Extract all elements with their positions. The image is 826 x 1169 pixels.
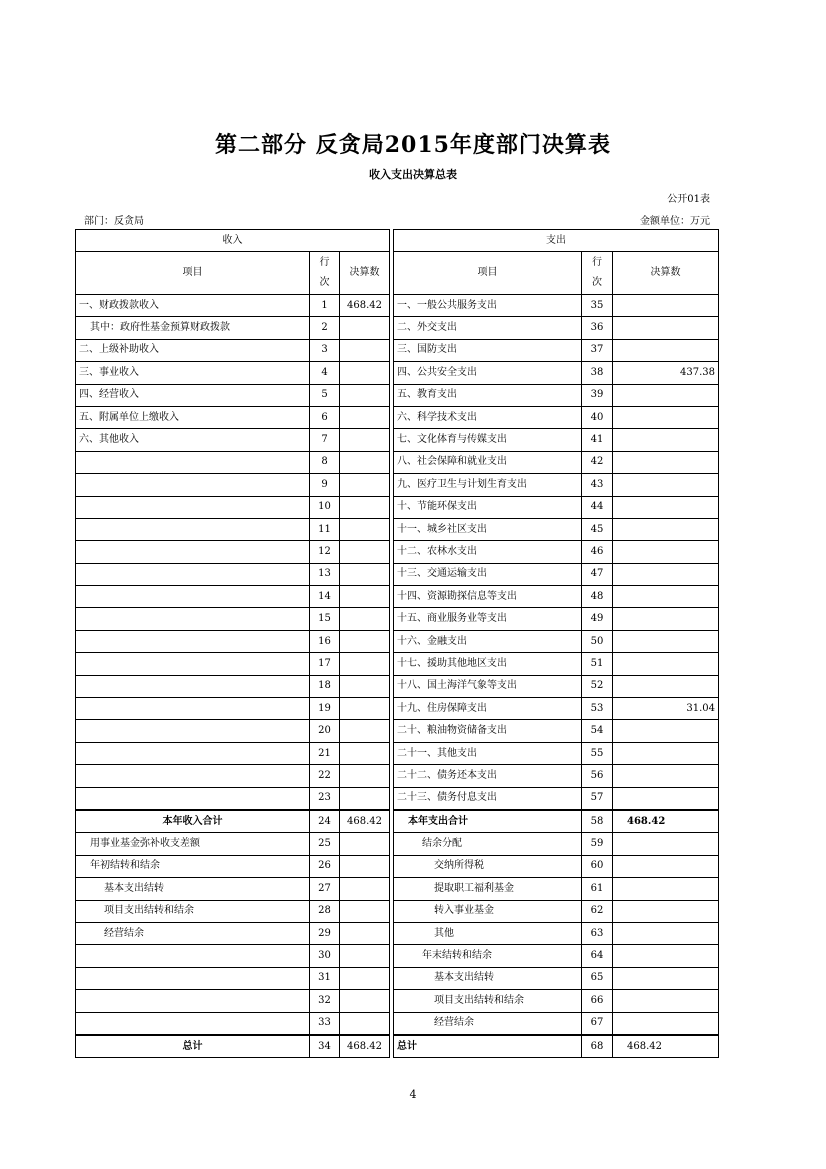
table-row xyxy=(76,406,719,428)
expense-amount-cell xyxy=(613,518,719,540)
page-number: 4 xyxy=(409,1088,417,1101)
expense-item-cell: 十四、资源勘探信息等支出 xyxy=(394,586,582,608)
expense-item-cell: 十一、城乡社区支出 xyxy=(394,518,582,540)
expense-line-cell: 50 xyxy=(582,630,613,652)
income-amount-cell xyxy=(340,384,390,406)
income-item-header: 项目 xyxy=(76,252,310,295)
income-amount-cell xyxy=(340,833,390,855)
income-line-cell: 15 xyxy=(310,608,340,630)
expense-item-cell: 结余分配 xyxy=(394,833,582,855)
expense-amount-cell xyxy=(613,406,719,428)
income-line-cell: 22 xyxy=(310,765,340,787)
income-item-cell xyxy=(76,586,310,608)
income-section-header: 收入 xyxy=(76,230,390,252)
income-amount-cell xyxy=(340,787,390,810)
expense-line-cell: 49 xyxy=(582,608,613,630)
income-line-cell: 23 xyxy=(310,787,340,810)
expense-amount-cell xyxy=(613,608,719,630)
income-amount-cell xyxy=(340,362,390,384)
expense-line-cell: 44 xyxy=(582,496,613,518)
income-amount-cell xyxy=(340,990,390,1012)
expense-amount-header: 决算数 xyxy=(613,252,719,295)
table-row xyxy=(76,900,719,922)
expense-item-cell: 二、外交支出 xyxy=(394,317,582,339)
expense-amount-cell xyxy=(613,630,719,652)
expense-line-cell: 66 xyxy=(582,990,613,1012)
income-amount-cell xyxy=(340,518,390,540)
expense-item-cell: 十三、交通运输支出 xyxy=(394,563,582,585)
income-amount-cell xyxy=(340,675,390,697)
table-row xyxy=(76,518,719,540)
expense-line-cell: 37 xyxy=(582,339,613,361)
table-row xyxy=(76,384,719,406)
expense-amount-cell xyxy=(613,586,719,608)
income-amount-cell xyxy=(340,339,390,361)
expense-amount-cell xyxy=(613,496,719,518)
income-amount-cell xyxy=(340,429,390,451)
expense-item-cell: 四、公共安全支出 xyxy=(394,362,582,384)
income-item-cell xyxy=(76,720,310,742)
expense-line-cell: 56 xyxy=(582,765,613,787)
income-item-cell xyxy=(76,496,310,518)
income-amount-cell xyxy=(340,698,390,720)
income-line-cell: 7 xyxy=(310,429,340,451)
expense-amount-cell xyxy=(613,295,719,317)
income-item-cell: 本年收入合计 xyxy=(76,810,310,833)
expense-line-cell: 35 xyxy=(582,295,613,317)
expense-item-cell: 六、科学技术支出 xyxy=(394,406,582,428)
income-total-amount: 468.42 xyxy=(340,1035,390,1058)
expense-amount-cell xyxy=(613,429,719,451)
expense-item-cell: 二十一、其他支出 xyxy=(394,742,582,764)
income-line-cell: 13 xyxy=(310,563,340,585)
table-row xyxy=(76,1012,719,1035)
expense-item-cell: 基本支出结转 xyxy=(394,967,582,989)
income-item-cell xyxy=(76,474,310,496)
expense-amount-cell xyxy=(613,675,719,697)
expense-line-header: 行 次 xyxy=(582,252,613,295)
income-item-cell: 四、经营收入 xyxy=(76,384,310,406)
expense-line-cell: 42 xyxy=(582,451,613,473)
income-line-header: 行 次 xyxy=(310,252,340,295)
expense-amount-cell xyxy=(613,742,719,764)
expense-amount-cell xyxy=(613,653,719,675)
expense-line-cell: 36 xyxy=(582,317,613,339)
income-amount-cell xyxy=(340,317,390,339)
expense-item-cell: 十九、住房保障支出 xyxy=(394,698,582,720)
expense-item-cell: 五、教育支出 xyxy=(394,384,582,406)
expense-line-cell: 58 xyxy=(582,810,613,833)
expense-section-header: 支出 xyxy=(394,230,719,252)
expense-line-cell: 39 xyxy=(582,384,613,406)
expense-line-cell: 47 xyxy=(582,563,613,585)
income-line-cell: 24 xyxy=(310,810,340,833)
form-number: 公开01表 xyxy=(667,194,710,205)
income-line-cell: 30 xyxy=(310,945,340,967)
income-line-cell: 28 xyxy=(310,900,340,922)
expense-item-cell: 交纳所得税 xyxy=(394,855,582,877)
expense-amount-cell: 31.04 xyxy=(613,698,719,720)
expense-line-cell: 65 xyxy=(582,967,613,989)
expense-item-cell: 十七、援助其他地区支出 xyxy=(394,653,582,675)
expense-item-cell: 十二、农林水支出 xyxy=(394,541,582,563)
income-item-cell: 一、财政拨款收入 xyxy=(76,295,310,317)
income-item-cell xyxy=(76,990,310,1012)
column-header-row xyxy=(76,252,719,295)
expense-amount-cell xyxy=(613,855,719,877)
income-total-line: 34 xyxy=(310,1035,340,1058)
income-item-cell xyxy=(76,1012,310,1035)
section-header-row xyxy=(76,230,719,252)
expense-item-cell: 七、文化体育与传媒支出 xyxy=(394,429,582,451)
income-item-cell xyxy=(76,653,310,675)
income-item-cell xyxy=(76,451,310,473)
income-amount-cell xyxy=(340,563,390,585)
income-item-cell: 经营结余 xyxy=(76,922,310,944)
expense-line-cell: 59 xyxy=(582,833,613,855)
income-item-cell xyxy=(76,563,310,585)
income-amount-cell xyxy=(340,855,390,877)
table-row xyxy=(76,339,719,361)
income-amount-cell xyxy=(340,451,390,473)
income-amount-cell xyxy=(340,541,390,563)
income-line-cell: 25 xyxy=(310,833,340,855)
income-item-cell: 基本支出结转 xyxy=(76,878,310,900)
expense-item-cell: 十五、商业服务业等支出 xyxy=(394,608,582,630)
income-line-cell: 5 xyxy=(310,384,340,406)
income-amount-cell xyxy=(340,406,390,428)
expense-amount-cell xyxy=(613,900,719,922)
expense-total-line: 68 xyxy=(582,1035,613,1058)
income-item-cell: 五、附属单位上缴收入 xyxy=(76,406,310,428)
table-row xyxy=(76,990,719,1012)
table-row xyxy=(76,833,719,855)
income-amount-cell xyxy=(340,945,390,967)
income-item-cell xyxy=(76,945,310,967)
expense-line-cell: 52 xyxy=(582,675,613,697)
income-line-cell: 27 xyxy=(310,878,340,900)
expense-item-cell: 项目支出结转和结余 xyxy=(394,990,582,1012)
table-row xyxy=(76,787,719,810)
page-title: 第二部分 反贪局2015年度部门决算表 xyxy=(215,132,611,158)
table-row xyxy=(76,451,719,473)
expense-amount-cell xyxy=(613,967,719,989)
table-row xyxy=(76,563,719,585)
expense-line-cell: 40 xyxy=(582,406,613,428)
amount-unit-label: 金额单位：万元 xyxy=(640,216,710,227)
expense-item-cell: 十八、国土海洋气象等支出 xyxy=(394,675,582,697)
income-item-cell xyxy=(76,675,310,697)
income-line-cell: 3 xyxy=(310,339,340,361)
expense-amount-cell xyxy=(613,451,719,473)
income-line-cell: 18 xyxy=(310,675,340,697)
expense-item-cell: 二十二、债务还本支出 xyxy=(394,765,582,787)
expense-amount-cell xyxy=(613,474,719,496)
income-amount-header: 决算数 xyxy=(340,252,390,295)
expense-line-cell: 38 xyxy=(582,362,613,384)
income-item-cell xyxy=(76,765,310,787)
expense-amount-cell: 437.38 xyxy=(613,362,719,384)
expense-line-cell: 48 xyxy=(582,586,613,608)
expense-line-cell: 46 xyxy=(582,541,613,563)
expense-amount-cell xyxy=(613,787,719,810)
expense-item-cell: 转入事业基金 xyxy=(394,900,582,922)
income-item-cell: 二、上级补助收入 xyxy=(76,339,310,361)
table-row xyxy=(76,720,719,742)
expense-line-cell: 67 xyxy=(582,1012,613,1035)
income-amount-cell xyxy=(340,474,390,496)
income-line-cell: 29 xyxy=(310,922,340,944)
expense-amount-cell xyxy=(613,878,719,900)
expense-line-cell: 62 xyxy=(582,900,613,922)
income-line-cell: 19 xyxy=(310,698,340,720)
expense-line-cell: 61 xyxy=(582,878,613,900)
income-item-cell xyxy=(76,967,310,989)
table-row xyxy=(76,474,719,496)
income-item-cell xyxy=(76,630,310,652)
income-line-cell: 33 xyxy=(310,1012,340,1035)
table-row xyxy=(76,608,719,630)
expense-amount-cell xyxy=(613,720,719,742)
expense-item-cell: 十六、金融支出 xyxy=(394,630,582,652)
table-row xyxy=(76,653,719,675)
table-row xyxy=(76,496,719,518)
income-line-cell: 17 xyxy=(310,653,340,675)
expense-item-cell: 本年支出合计 xyxy=(394,810,582,833)
expense-amount-cell xyxy=(613,990,719,1012)
expense-line-cell: 60 xyxy=(582,855,613,877)
expense-item-cell: 其他 xyxy=(394,922,582,944)
income-line-cell: 12 xyxy=(310,541,340,563)
income-amount-cell xyxy=(340,496,390,518)
table-row xyxy=(76,362,719,384)
table-row xyxy=(76,429,719,451)
expense-amount-cell xyxy=(613,384,719,406)
table-row xyxy=(76,810,719,833)
expense-amount-cell xyxy=(613,563,719,585)
table-row xyxy=(76,675,719,697)
expense-amount-cell xyxy=(613,1012,719,1035)
income-item-cell: 三、事业收入 xyxy=(76,362,310,384)
income-amount-cell xyxy=(340,720,390,742)
expense-item-cell: 提取职工福利基金 xyxy=(394,878,582,900)
income-line-cell: 16 xyxy=(310,630,340,652)
expense-amount-cell xyxy=(613,541,719,563)
expense-amount-cell xyxy=(613,317,719,339)
income-line-cell: 10 xyxy=(310,496,340,518)
expense-line-cell: 63 xyxy=(582,922,613,944)
expense-amount-cell: 468.42 xyxy=(613,810,719,833)
income-line-cell: 31 xyxy=(310,967,340,989)
income-item-cell: 用事业基金弥补收支差额 xyxy=(76,833,310,855)
expense-line-cell: 51 xyxy=(582,653,613,675)
income-item-cell: 年初结转和结余 xyxy=(76,855,310,877)
income-amount-cell xyxy=(340,1012,390,1035)
table-row xyxy=(76,541,719,563)
table-row xyxy=(76,967,719,989)
expense-amount-cell xyxy=(613,765,719,787)
expense-line-cell: 55 xyxy=(582,742,613,764)
income-amount-cell xyxy=(340,900,390,922)
income-line-cell: 9 xyxy=(310,474,340,496)
expense-item-cell: 二十三、债务付息支出 xyxy=(394,787,582,810)
table-subtitle: 收入支出决算总表 xyxy=(369,168,457,181)
table-body xyxy=(76,295,719,1035)
expense-amount-cell xyxy=(613,833,719,855)
table-row xyxy=(76,765,719,787)
income-item-cell: 其中：政府性基金预算财政拨款 xyxy=(76,317,310,339)
expense-line-cell: 57 xyxy=(582,787,613,810)
expense-item-header: 项目 xyxy=(394,252,582,295)
income-line-cell: 21 xyxy=(310,742,340,764)
table-row xyxy=(76,855,719,877)
income-line-cell: 20 xyxy=(310,720,340,742)
expense-amount-cell xyxy=(613,945,719,967)
income-line-cell: 2 xyxy=(310,317,340,339)
expense-line-cell: 54 xyxy=(582,720,613,742)
income-amount-cell: 468.42 xyxy=(340,295,390,317)
income-item-cell xyxy=(76,608,310,630)
income-line-cell: 11 xyxy=(310,518,340,540)
income-amount-cell: 468.42 xyxy=(340,810,390,833)
income-item-cell: 项目支出结转和结余 xyxy=(76,900,310,922)
income-item-cell: 六、其他收入 xyxy=(76,429,310,451)
table-row xyxy=(76,586,719,608)
income-item-cell xyxy=(76,742,310,764)
income-line-cell: 14 xyxy=(310,586,340,608)
income-item-cell xyxy=(76,698,310,720)
department-label: 部门：反贪局 xyxy=(84,216,144,227)
table-row xyxy=(76,742,719,764)
income-item-cell xyxy=(76,541,310,563)
income-amount-cell xyxy=(340,967,390,989)
income-amount-cell xyxy=(340,922,390,944)
income-amount-cell xyxy=(340,765,390,787)
total-row xyxy=(76,1035,719,1058)
income-line-cell: 8 xyxy=(310,451,340,473)
expense-amount-cell xyxy=(613,922,719,944)
table-row xyxy=(76,945,719,967)
income-expense-table xyxy=(75,229,719,1058)
income-total-label: 总计 xyxy=(76,1035,310,1058)
expense-total-amount: 468.42 xyxy=(613,1035,719,1058)
expense-line-cell: 45 xyxy=(582,518,613,540)
expense-item-cell: 三、国防支出 xyxy=(394,339,582,361)
income-item-cell xyxy=(76,787,310,810)
income-amount-cell xyxy=(340,586,390,608)
expense-line-cell: 53 xyxy=(582,698,613,720)
income-amount-cell xyxy=(340,653,390,675)
expense-item-cell: 一、一般公共服务支出 xyxy=(394,295,582,317)
income-item-cell xyxy=(76,518,310,540)
expense-amount-cell xyxy=(613,339,719,361)
income-line-cell: 4 xyxy=(310,362,340,384)
income-line-cell: 32 xyxy=(310,990,340,1012)
income-amount-cell xyxy=(340,742,390,764)
income-amount-cell xyxy=(340,608,390,630)
table-row xyxy=(76,922,719,944)
income-amount-cell xyxy=(340,878,390,900)
income-line-cell: 26 xyxy=(310,855,340,877)
expense-item-cell: 年末结转和结余 xyxy=(394,945,582,967)
expense-line-cell: 41 xyxy=(582,429,613,451)
income-line-cell: 1 xyxy=(310,295,340,317)
table-row xyxy=(76,295,719,317)
expense-item-cell: 九、医疗卫生与计划生育支出 xyxy=(394,474,582,496)
table-row xyxy=(76,630,719,652)
table-row xyxy=(76,878,719,900)
income-line-cell: 6 xyxy=(310,406,340,428)
income-amount-cell xyxy=(340,630,390,652)
expense-item-cell: 经营结余 xyxy=(394,1012,582,1035)
expense-line-cell: 43 xyxy=(582,474,613,496)
table-row xyxy=(76,317,719,339)
expense-item-cell: 八、社会保障和就业支出 xyxy=(394,451,582,473)
expense-total-label: 总计 xyxy=(394,1035,582,1058)
expense-line-cell: 64 xyxy=(582,945,613,967)
table-row xyxy=(76,698,719,720)
expense-item-cell: 二十、粮油物资储备支出 xyxy=(394,720,582,742)
expense-item-cell: 十、节能环保支出 xyxy=(394,496,582,518)
